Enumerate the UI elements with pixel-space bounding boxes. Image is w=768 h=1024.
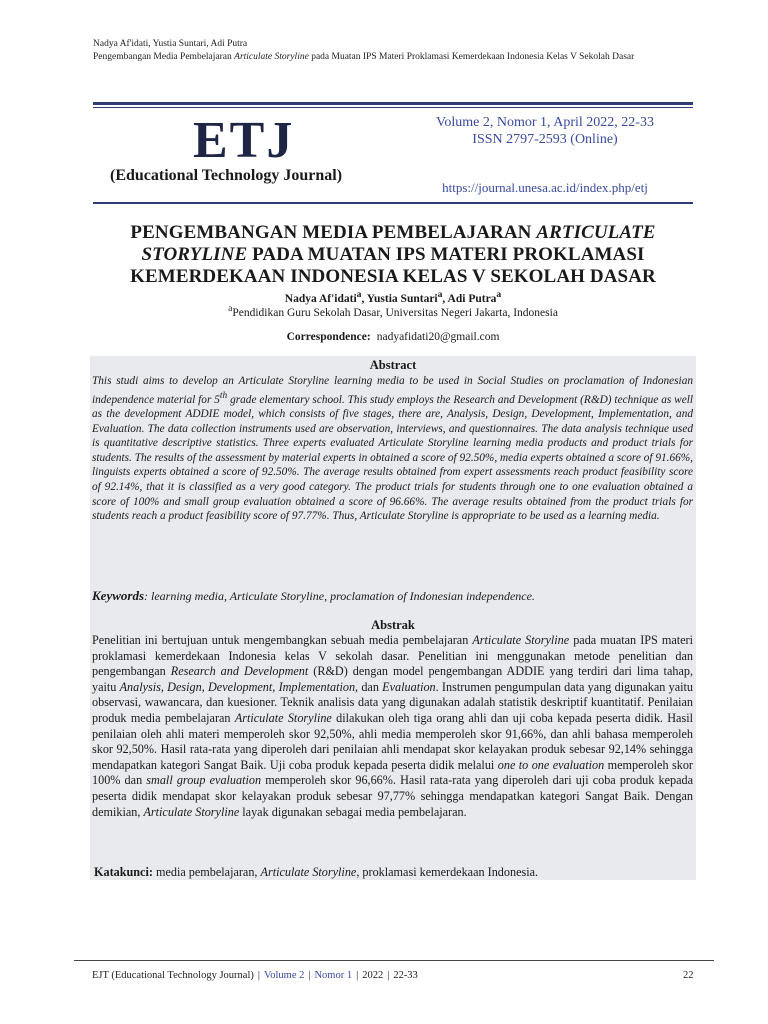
running-head-title: Pengembangan Media Pembelajaran Articulate Storyline pada Muatan IPS Materi Proklamasi Kemerdekaan Indonesia Kelas V Sekolah Dasar xyxy=(93,51,635,62)
abstract-heading: Abstract xyxy=(369,358,417,372)
correspondence-email[interactable]: nadyafidati20@gmail.com xyxy=(376,331,500,343)
footer-volume-link[interactable]: Volume 2 xyxy=(264,970,305,981)
journal-url-link[interactable]: https://journal.unesa.ac.id/index.php/etj xyxy=(442,180,648,195)
abstrak-heading: Abstrak xyxy=(371,618,415,632)
author-list: Nadya Af'idati$^a$, Yustia Suntari$^a$, Adi Putra$^a$ xyxy=(284,289,502,305)
masthead-rule-top-thin xyxy=(93,107,693,108)
abstrak-indonesian-text: Penelitian ini bertujuan untuk mengembangkan sebuah media pembelajaran Articulate Storyline pada muatan IPS materi proklamasi kemerdekaan Indonesia kelas V sekolah dasar. Penelitian ini menggunakan metode penelitian dan pengembangan Research and Development (R&D) dengan model pengembangan ADDIE yang terdiri dari lima tahap, yaitu Analysis, Design, Development, Implementation, dan Evaluation. Instrumen pengumpulan data yang digunakan yaitu observasi, wawancara, dan kuesioner. Teknik analisis data yang digunakan adalah statistik deskriptif kuantitatif. Penilaian produk media pembelajaran Articulate Storyline dilakukan oleh tiga orang ahli dan uji coba kepada peserta didik. Hasil penilaian oleh ahli materi memperoleh skor 92,50%, ahli media memperoleh skor 91,66%, dan ahli bahasa memperoleh skor 92,50%. Hasil rata-rata yang diperoleh dari penilaian ahli mendapat skor kelayakan produk sebesar 92,14% sehingga mendapatkan kategori Sangat Baik. Uji coba produk kepada peserta didik melalui one to one evaluation memperoleh skor 100% dan small group evaluation memperoleh skor 96,66%. Hasil rata-rata yang diperoleh dari uji coba produk kepada peserta didik mendapat skor kelayakan produk sebesar 97,77% sehingga mendapatkan kategori Sangat Baik. Dengan demikian, Articulate Storyline layak digunakan sebagai media pembelajaran. xyxy=(92,633,693,819)
issn-line: ISSN 2797-2593 (Online) xyxy=(472,132,618,147)
footer: EJT (Educational Technology Journal) | Volume 2 | Nomor 1 | 2022 | 22-33 xyxy=(92,970,418,981)
keywords: Keywords: learning media, Articulate Storyline, proclamation of Indonesian independence. xyxy=(92,588,535,603)
masthead-rule-bottom xyxy=(93,202,693,204)
footer-rule xyxy=(74,960,714,961)
affiliation: $^a$Pendidikan Guru Sekolah Dasar, Universitas Negeri Jakarta, Indonesia xyxy=(228,303,558,319)
footer-nomor-link[interactable]: Nomor 1 xyxy=(314,970,353,981)
abstract-english-text: This studi aims to develop an Articulate Storyline learning media to be used in Social Studies on proclamation of Indonesian independence material for 5th grade elementary school. This study employs the Research and Development (R&D) technique as well as the development ADDIE model, which consists of five stages, there are, Analysis, Design, Development, Implementation, and Evaluation. The data collection instruments used are observation, interviews, and questionnaires. The data analysis technique used is quantitative descriptive statistics. Three experts evaluated Articulate Storyline learning media products and product trials for students. The results of the assessment by material experts in obtained a score of 92.50%, media experts obtained a score of 91.66%, linguists experts obtained a score of 92.50%. The average results obtained from expert assessments reach product feasibility score of 92.14%, that it is classified as a very good category. The product trials for students through one to one evaluation obtained a score of 100% and small group evaluation obtained a score of 96.66%. The average results obtained from the product trials for students reach a product feasibility score of 97.77%. Thus, Articulate Storyline is appropriate to be used as a learning media. xyxy=(92,375,693,523)
journal-logo: ETJ xyxy=(193,112,295,169)
running-head xyxy=(93,38,693,63)
correspondence: Correspondence: nadyafidati20@gmail.com xyxy=(286,331,500,343)
paper-title: PENGEMBANGAN MEDIA PEMBELAJARAN ARTICULATE STORYLINE PADA MUATAN IPS MATERI PROKLAMASI KEMERDEKAAN INDONESIA KELAS V SEKOLAH DASAR xyxy=(130,222,656,287)
katakunci: Katakunci: media pembelajaran, Articulate Storyline, proklamasi kemerdekaan Indonesia. xyxy=(94,865,539,879)
masthead-rule-top xyxy=(93,102,693,105)
page-number: 22 xyxy=(683,970,694,981)
volume-line: Volume 2, Nomor 1, April 2022, 22-33 xyxy=(436,115,654,130)
running-head-authors: Nadya Af'idati, Yustia Suntari, Adi Putra xyxy=(93,39,248,49)
volume-info xyxy=(405,114,685,148)
journal-name: (Educational Technology Journal) xyxy=(110,167,343,184)
